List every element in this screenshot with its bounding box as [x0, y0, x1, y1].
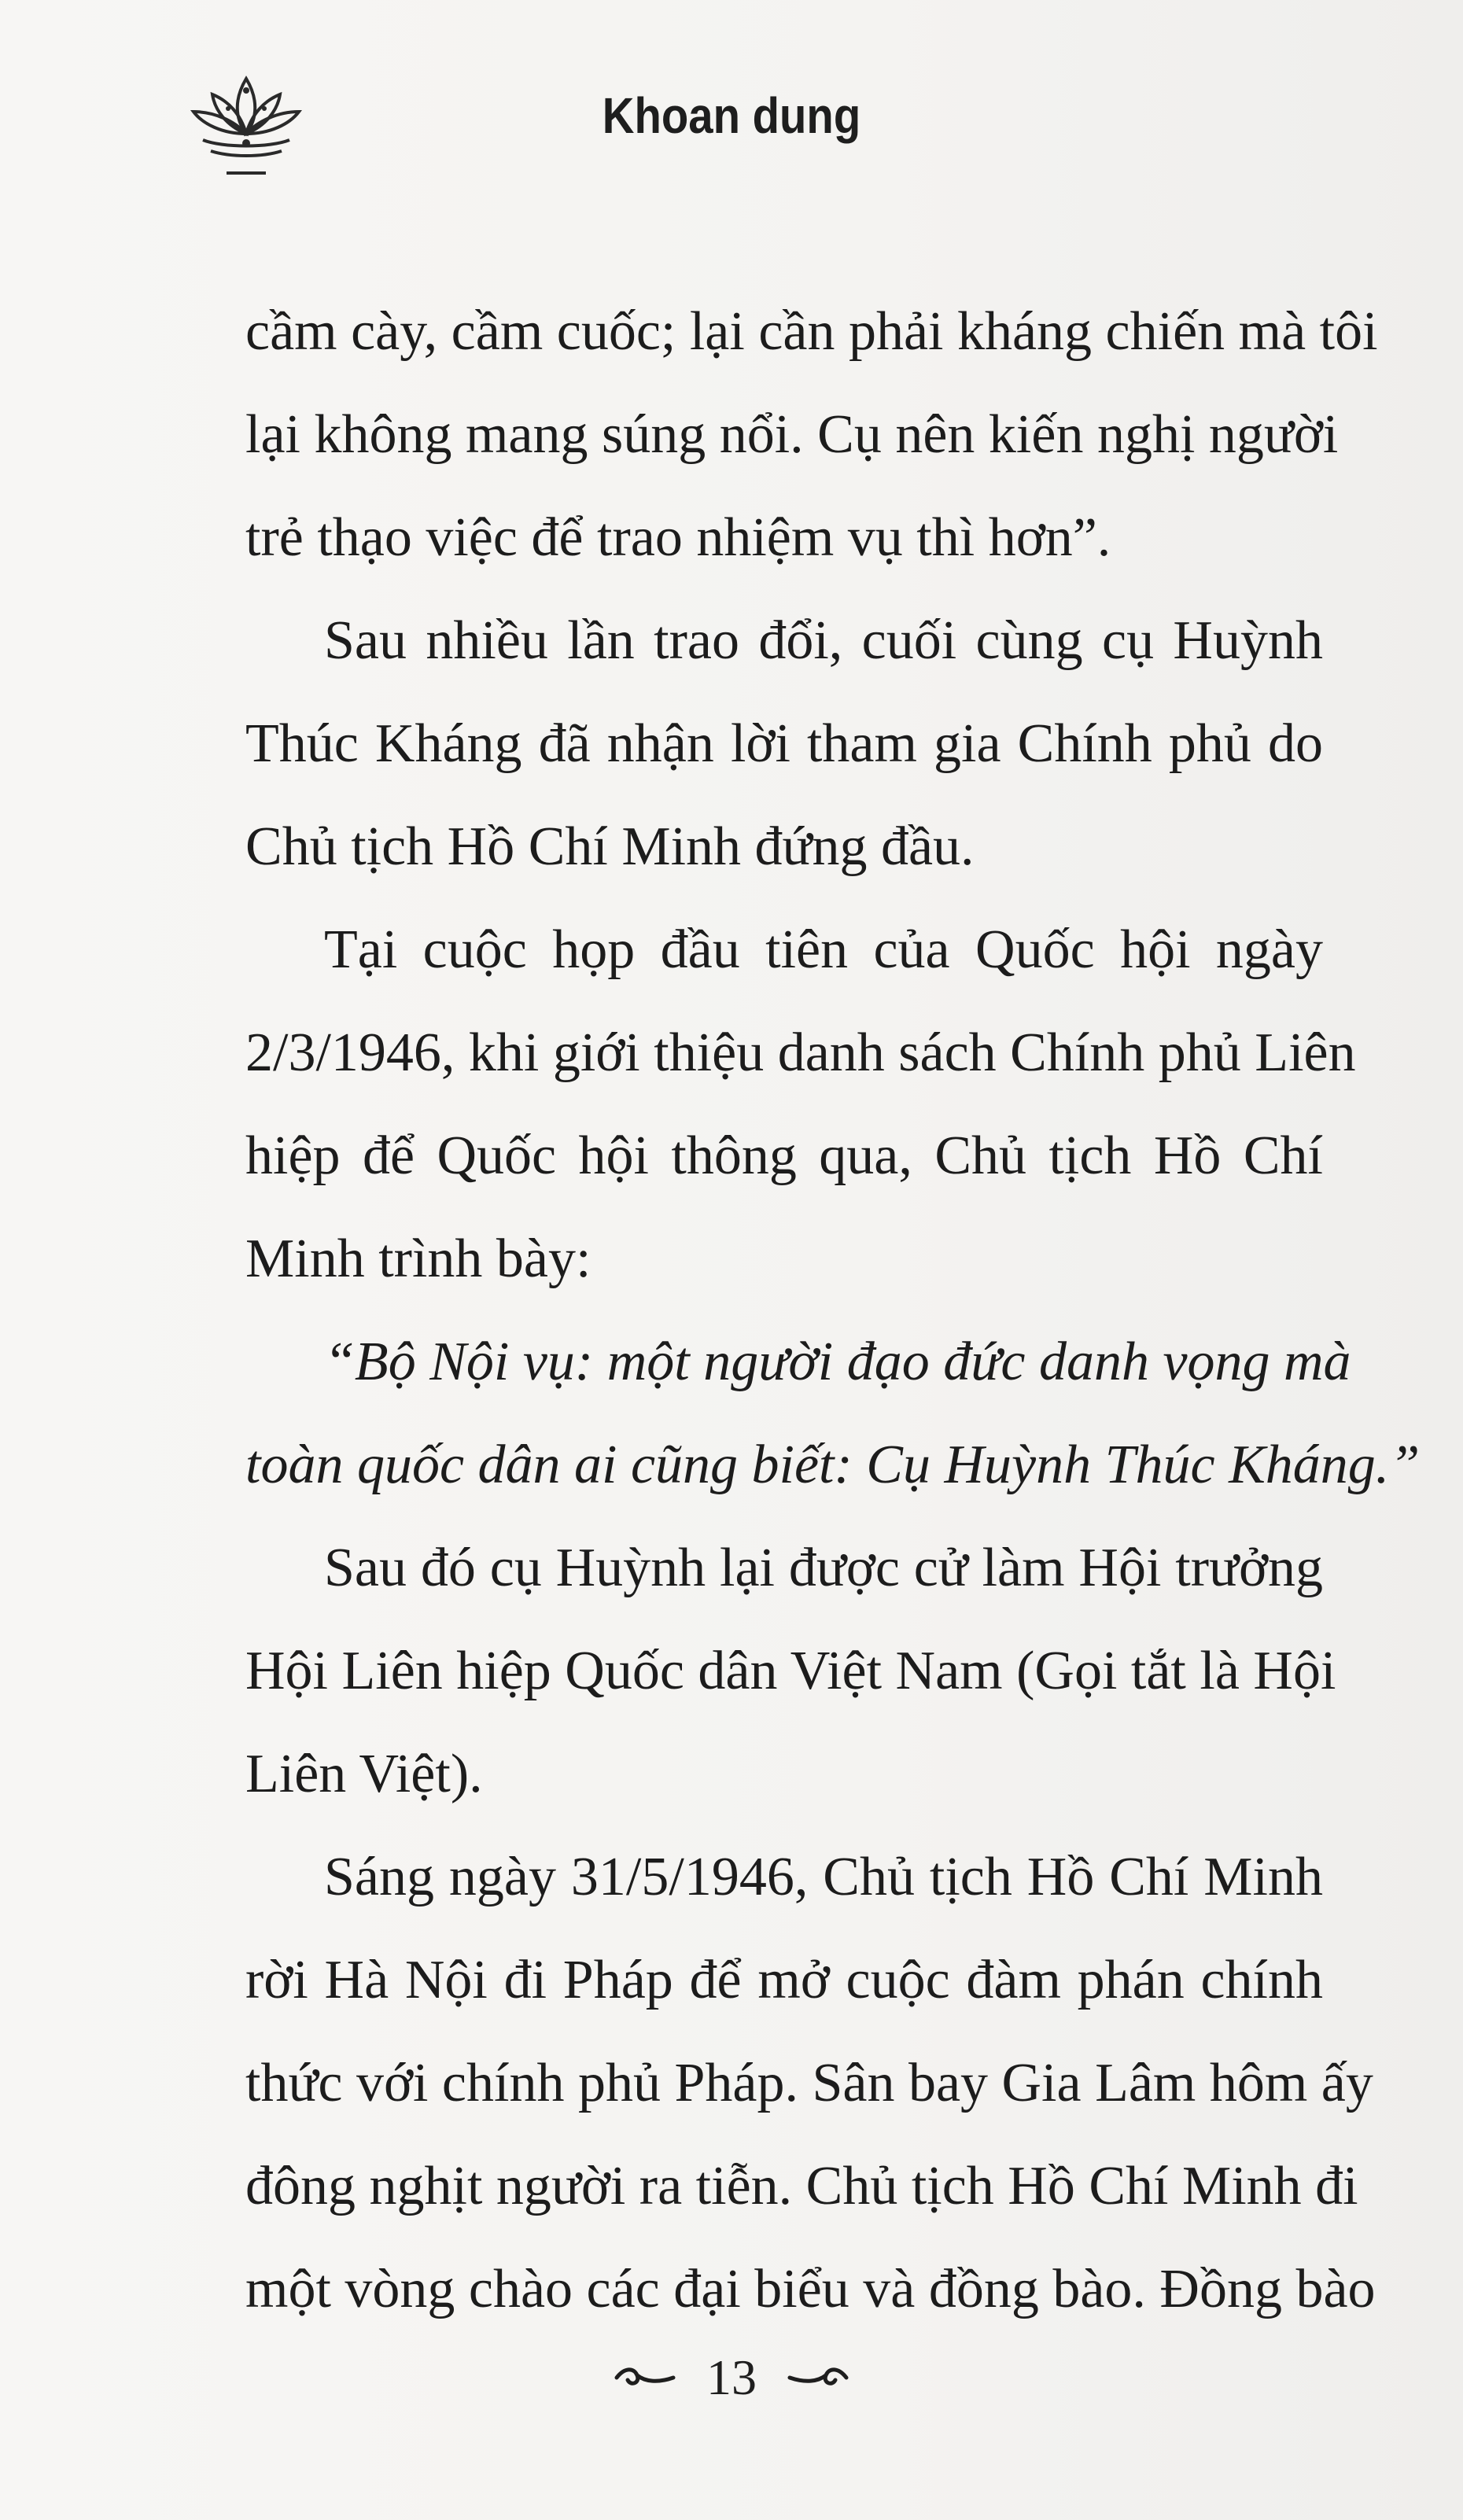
text-line: thức với chính phủ Pháp. Sân bay Gia Lâm hôm ấy — [245, 2053, 1373, 2113]
text-line: đông nghịt người ra tiễn. Chủ tịch Hồ Chí Minh đi — [245, 2156, 1358, 2216]
text-line: Hội Liên hiệp Quốc dân Việt Nam (Gọi tắt là Hội — [245, 1641, 1336, 1701]
text-line: rời Hà Nội đi Pháp để mở cuộc đàm phán chính — [245, 1950, 1323, 2010]
text-line: trẻ thạo việc để trao nhiệm vụ thì hơn”. — [245, 507, 1111, 568]
text-line: Sáng ngày 31/5/1946, Chủ tịch Hồ Chí Minh — [324, 1847, 1323, 1907]
text-line: 2/3/1946, khi giới thiệu danh sách Chính phủ Liên — [245, 1022, 1356, 1083]
text-line: Sau nhiều lần trao đổi, cuối cùng cụ Huỳnh — [324, 610, 1323, 671]
text-line: Tại cuộc họp đầu tiên của Quốc hội ngày — [324, 919, 1323, 980]
text-line: Chủ tịch Hồ Chí Minh đứng đầu. — [245, 816, 975, 877]
body-text — [245, 280, 1421, 2341]
text-line: Minh trình bày: — [245, 1229, 591, 1289]
flourish-left-icon — [614, 2364, 676, 2391]
running-header-title: Khoan dung — [602, 87, 861, 144]
text-line: cầm cày, cầm cuốc; lại cần phải kháng chiến mà tôi — [245, 301, 1378, 362]
text-line: Sau đó cụ Huỳnh lại được cử làm Hội trưởng — [324, 1538, 1323, 1598]
text-line: hiệp để Quốc hội thông qua, Chủ tịch Hồ Chí — [245, 1126, 1323, 1186]
text-line: Liên Việt). — [245, 1744, 483, 1804]
text-line: một vòng chào các đại biểu và đồng bào. Đồng bào — [245, 2259, 1376, 2319]
page-number: 13 — [706, 2349, 757, 2406]
text-line: Thúc Kháng đã nhận lời tham gia Chính phủ do — [245, 713, 1323, 774]
text-line: lại không mang súng nổi. Cụ nên kiến nghị người — [245, 404, 1339, 465]
text-line: toàn quốc dân ai cũng biết: Cụ Huỳnh Thúc Kháng.” — [245, 1435, 1421, 1495]
flourish-right-icon — [787, 2364, 849, 2391]
page-footer — [0, 2344, 1463, 2407]
text-line: “Bộ Nội vụ: một người đạo đức danh vọng mà — [324, 1332, 1351, 1392]
